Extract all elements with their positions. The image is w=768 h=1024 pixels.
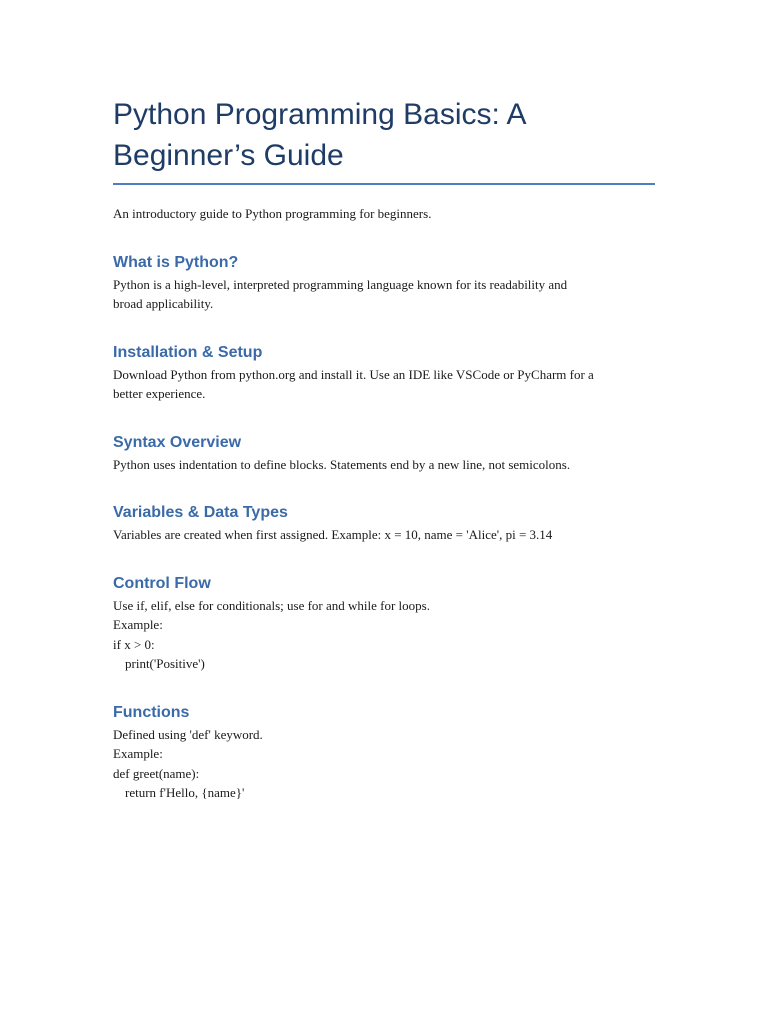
document-title (113, 94, 655, 176)
section-heading: What is Python? (113, 253, 239, 271)
section-heading: Installation & Setup (113, 343, 263, 361)
document-title-line-2: Beginner’s Guide (113, 139, 344, 172)
section-what-is-python (113, 253, 655, 314)
code-line: if x > 0: (113, 636, 155, 652)
body-line: Python uses indentation to define blocks. Statements end by a new line, not semicolons. (113, 456, 571, 472)
section-installation-setup (113, 343, 655, 404)
body-line: Example: (113, 617, 163, 632)
code-line: def greet(name): (113, 765, 200, 781)
intro-paragraph: An introductory guide to Python programming for beginners. (113, 206, 432, 221)
section-syntax-overview (113, 433, 655, 475)
body-line: better experience. (113, 386, 206, 401)
section-heading: Control Flow (113, 574, 211, 592)
body-line: Defined using 'def' keyword. (113, 726, 263, 742)
section-heading: Syntax Overview (113, 433, 242, 451)
body-line: Variables are created when first assigned. Example: x = 10, name = 'Alice', pi = 3.14 (113, 527, 553, 542)
title-underline (113, 183, 655, 185)
document-page (113, 94, 655, 803)
section-variables-data-types (113, 503, 655, 545)
body-line: Use if, elif, else for conditionals; use for and while for loops. (113, 597, 430, 613)
body-line: Download Python from python.org and install it. Use an IDE like VSCode or PyCharm for a (113, 366, 594, 382)
body-line: Python is a high-level, interpreted programming language known for its readability and (113, 276, 568, 292)
body-line: broad applicability. (113, 296, 214, 311)
document-title-line-1: Python Programming Basics: A (113, 98, 527, 131)
section-functions (113, 703, 655, 803)
body-line: Example: (113, 746, 163, 761)
code-line-indented: print('Positive') (125, 656, 205, 671)
section-heading: Variables & Data Types (113, 504, 288, 521)
code-line-indented: return f'Hello, {name}' (125, 785, 245, 800)
section-heading: Functions (113, 703, 190, 721)
section-control-flow (113, 574, 655, 674)
